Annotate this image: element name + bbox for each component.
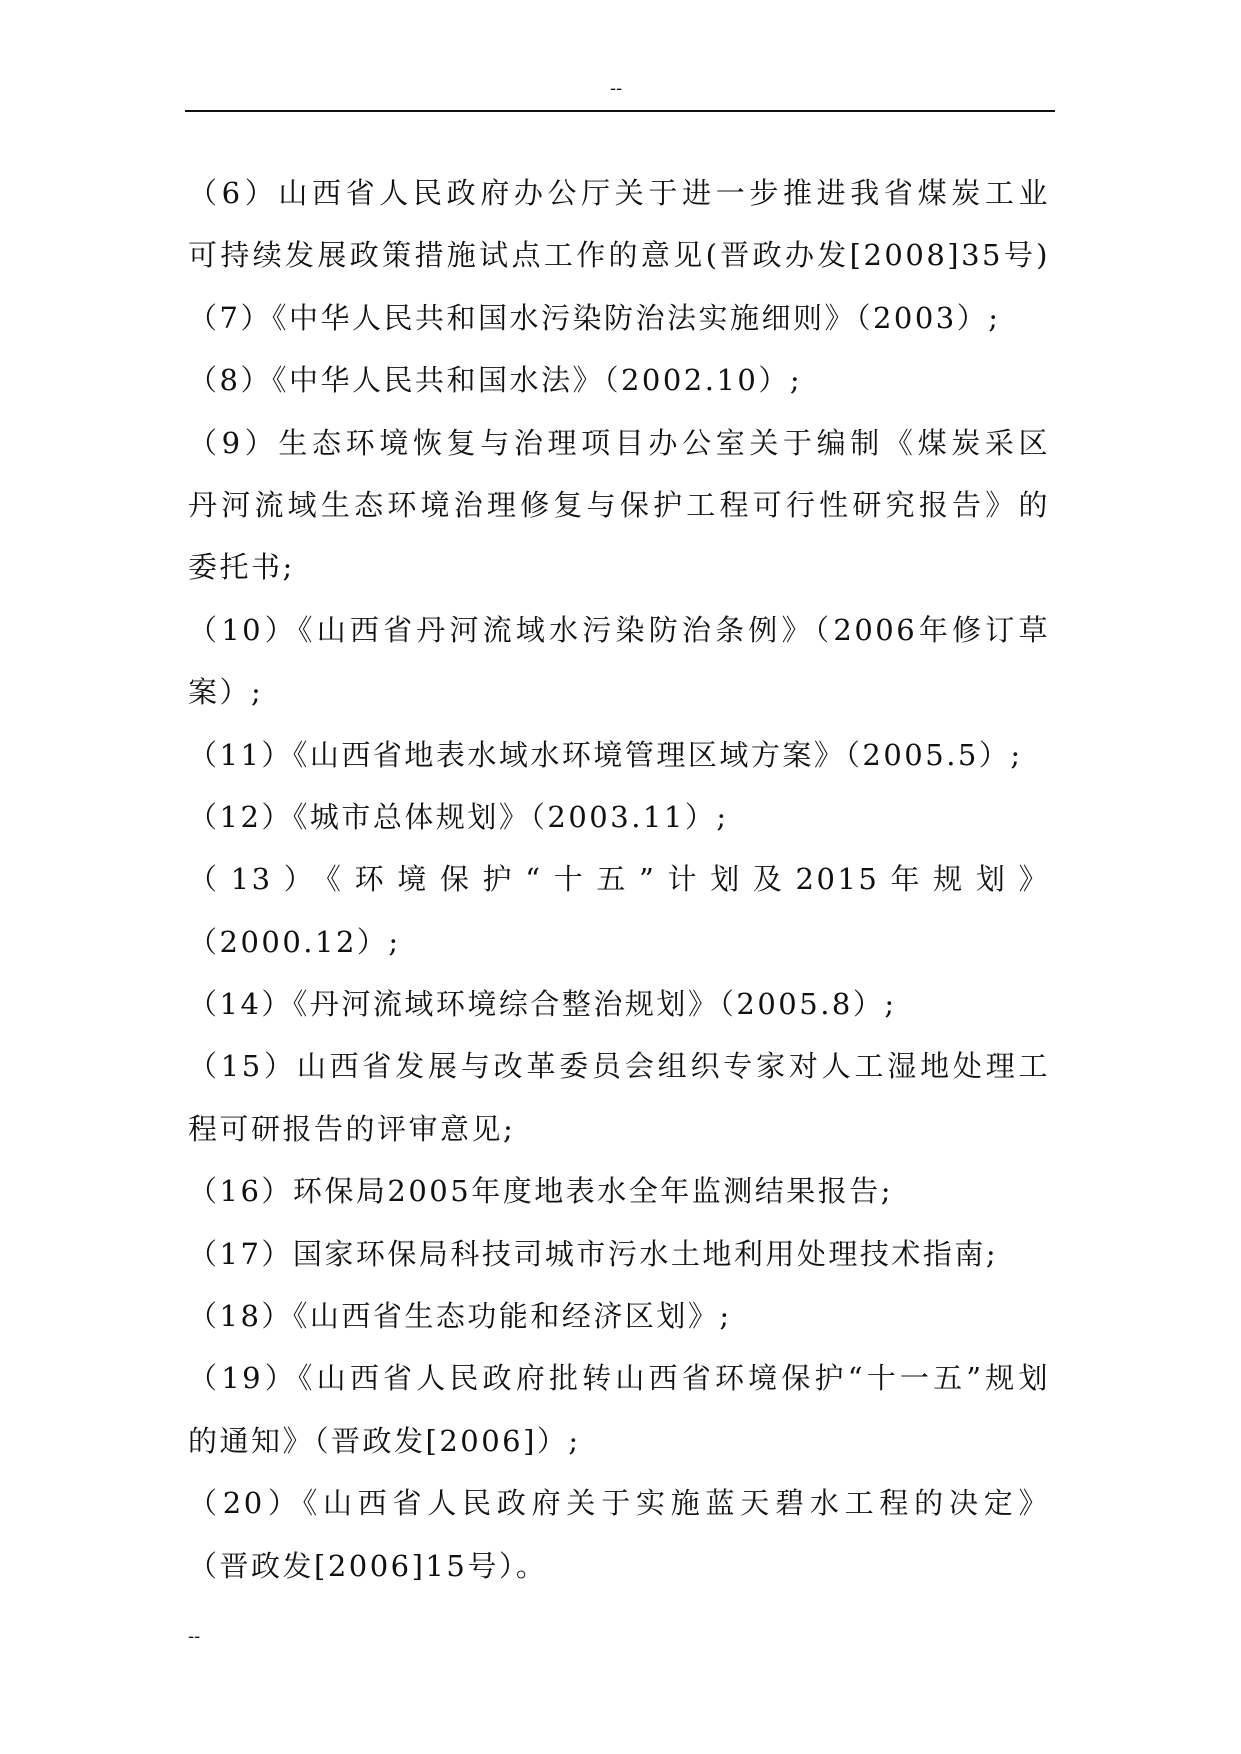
text-line: （晋政发[2006]15号）。 [188, 1548, 548, 1583]
header-mark: -- [610, 78, 623, 99]
text-line: （19）《山西省人民政府批转山西省环境保护“十一五”规划 [188, 1361, 1050, 1396]
text-line: 委托书; [188, 550, 295, 585]
footer-mark: -- [188, 1626, 201, 1647]
document-body [188, 162, 1050, 1597]
text-line: （13）《环境保护“十五”计划及2015年规划》 [188, 862, 1050, 897]
text-line: （7）《中华人民共和国水污染防治法实施细则》（2003）; [188, 300, 1001, 335]
text-line: 可持续发展政策措施试点工作的意见(晋政办发[2008]35号) [188, 238, 1050, 273]
text-line: （8）《中华人民共和国水法》（2002.10）; [188, 363, 803, 398]
text-line: 的通知》（晋政发[2006]）; [188, 1423, 581, 1458]
text-line: 案）; [188, 675, 264, 710]
text-line: 程可研报告的评审意见; [188, 1111, 516, 1146]
text-line: （17）国家环保局科技司城市污水土地利用处理技术指南; [188, 1236, 999, 1271]
text-line: 丹河流域生态环境治理修复与保护工程可行性研究报告》的 [188, 487, 1050, 522]
text-line: （18）《山西省生态功能和经济区划》; [188, 1299, 732, 1334]
text-line: （20）《山西省人民政府关于实施蓝天碧水工程的决定》 [188, 1486, 1050, 1521]
text-line: （14）《丹河流域环境综合整治规划》（2005.8）; [188, 987, 897, 1022]
text-line: （16）环保局2005年度地表水全年监测结果报告; [188, 1174, 893, 1209]
text-line: （11）《山西省地表水域水环境管理区域方案》（2005.5）; [188, 737, 1023, 772]
text-line: （9）生态环境恢复与治理项目办公室关于编制《煤炭采区 [188, 425, 1050, 460]
text-line: （6）山西省人民政府办公厅关于进一步推进我省煤炭工业 [188, 176, 1050, 210]
text-line: （10）《山西省丹河流域水污染防治条例》（2006年修订草 [188, 612, 1050, 647]
text-line: （12）《城市总体规划》（2003.11）; [188, 799, 729, 834]
text-line: （2000.12）; [188, 924, 401, 959]
text-line: （15）山西省发展与改革委员会组织专家对人工湿地处理工 [188, 1049, 1050, 1084]
header-rule [185, 110, 1055, 112]
